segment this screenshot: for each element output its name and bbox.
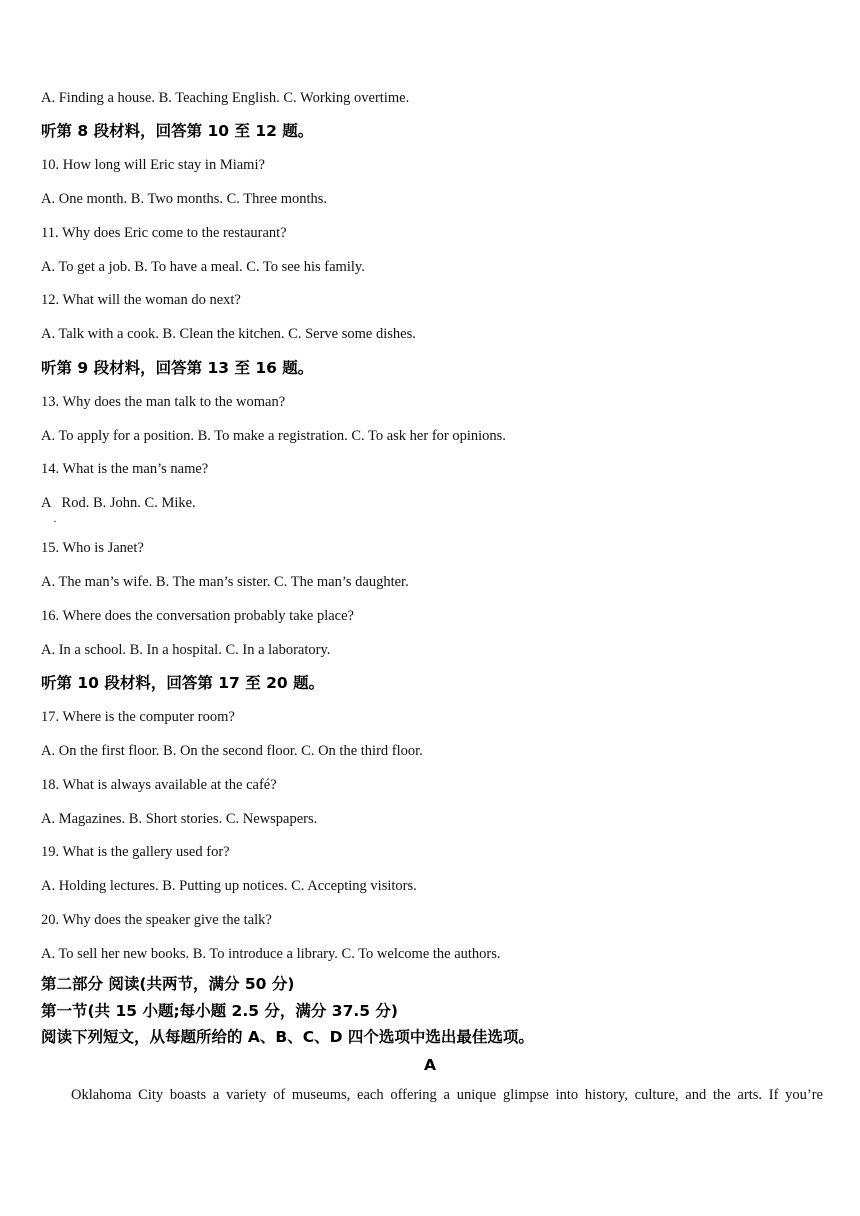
answer-options-20: A. To sell her new books. B. To introduce a library. C. To welcome the authors. — [41, 946, 501, 962]
section-heading-passage-8: 听第 8 段材料，回答第 10 至 12 题。 — [41, 122, 314, 140]
question-13: 13. Why does the man talk to the woman? — [41, 394, 286, 410]
answer-options-12: A. Talk with a cook. B. Clean the kitchen. C. Serve some dishes. — [41, 326, 416, 342]
passage-label-a: A — [424, 1056, 436, 1074]
question-12: 12. What will the woman do next? — [41, 292, 241, 308]
reading-instructions: 阅读下列短文，从每题所给的 A、B、C、D 四个选项中选出最佳选项。 — [41, 1028, 534, 1046]
answer-options-9: A. Finding a house. B. Teaching English. C. Working overtime. — [41, 90, 410, 106]
answer-options-11: A. To get a job. B. To have a meal. C. To see his family. — [41, 259, 365, 275]
question-18: 18. What is always available at the café? — [41, 777, 277, 793]
question-11: 11. Why does Eric come to the restaurant? — [41, 225, 287, 241]
question-19: 19. What is the gallery used for? — [41, 844, 230, 860]
section-one-heading: 第一节(共 15 小题;每小题 2.5 分，满分 37.5 分) — [41, 1002, 399, 1020]
stray-dot-mark: · — [53, 514, 57, 528]
question-15: 15. Who is Janet? — [41, 540, 144, 556]
answer-options-14: A Rod. B. John. C. Mike. — [41, 495, 196, 511]
question-20: 20. Why does the speaker give the talk? — [41, 912, 272, 928]
answer-options-13: A. To apply for a position. B. To make a registration. C. To ask her for opinions. — [41, 428, 506, 444]
answer-options-16: A. In a school. B. In a hospital. C. In a laboratory. — [41, 642, 331, 658]
passage-a-first-line: Oklahoma City boasts a variety of museums, each offering a unique glimpse into history, culture, and the arts. If you’re — [71, 1087, 823, 1103]
part-two-heading: 第二部分 阅读(共两节，满分 50 分) — [41, 975, 295, 993]
question-14: 14. What is the man’s name? — [41, 461, 209, 477]
answer-options-10: A. One month. B. Two months. C. Three months. — [41, 191, 328, 207]
answer-options-17: A. On the first floor. B. On the second floor. C. On the third floor. — [41, 743, 423, 759]
question-17: 17. Where is the computer room? — [41, 709, 235, 725]
question-10: 10. How long will Eric stay in Miami? — [41, 157, 265, 173]
answer-options-19: A. Holding lectures. B. Putting up notices. C. Accepting visitors. — [41, 878, 417, 894]
question-16: 16. Where does the conversation probably take place? — [41, 608, 354, 624]
answer-options-15: A. The man’s wife. B. The man’s sister. C. The man’s daughter. — [41, 574, 409, 590]
section-heading-passage-10: 听第 10 段材料，回答第 17 至 20 题。 — [41, 674, 325, 692]
section-heading-passage-9: 听第 9 段材料，回答第 13 至 16 题。 — [41, 359, 314, 377]
answer-options-18: A. Magazines. B. Short stories. C. Newspapers. — [41, 811, 318, 827]
